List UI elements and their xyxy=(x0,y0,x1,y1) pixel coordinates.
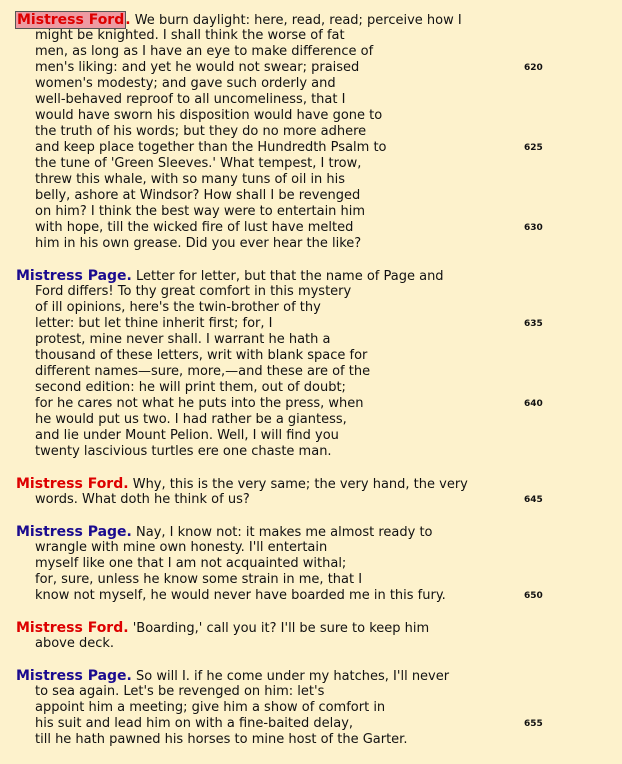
line-number: 640 xyxy=(524,399,543,409)
line-text: and keep place together than the Hundredth Psalm to xyxy=(35,140,387,155)
verse-line xyxy=(0,140,622,156)
speaker-period: . xyxy=(123,476,129,492)
speaker-name[interactable]: Mistress Page xyxy=(16,524,127,540)
line-text: 'Boarding,' call you it? I'll be sure to keep him xyxy=(132,621,430,636)
speaker-period: . xyxy=(126,268,132,284)
line-text: men, as long as I have an eye to make difference of xyxy=(35,44,374,59)
verse-line xyxy=(0,556,622,572)
line-text: Why, this is the very same; the very hand, the very xyxy=(132,477,468,492)
verse-line xyxy=(0,172,622,188)
line-number: 625 xyxy=(524,143,543,153)
verse-line xyxy=(0,668,622,684)
verse-line xyxy=(0,700,622,716)
line-text: protest, mine never shall. I warrant he hath a xyxy=(35,332,331,347)
line-number: 655 xyxy=(524,719,543,729)
line-text: would have sworn his disposition would have gone to xyxy=(35,108,383,123)
speech xyxy=(0,524,622,604)
line-text: till he hath pawned his horses to mine host of the Garter. xyxy=(35,732,408,747)
line-text: So will I. if he come under my hatches, I'll never xyxy=(136,669,450,684)
speaker-name[interactable]: Mistress Page xyxy=(16,268,127,284)
line-text: letter: but let thine inherit first; for, I xyxy=(35,316,273,331)
speech xyxy=(0,12,622,252)
line-text: men's liking: and yet he would not swear; praised xyxy=(35,60,360,75)
line-text: Letter for letter, but that the name of Page and xyxy=(136,269,444,284)
verse-line xyxy=(0,108,622,124)
line-text: second edition: he will print them, out of doubt; xyxy=(35,380,346,395)
line-text: him in his own grease. Did you ever hear the like? xyxy=(35,236,362,251)
verse-line xyxy=(0,540,622,556)
verse-line xyxy=(0,12,622,28)
line-number: 635 xyxy=(524,319,543,329)
verse-line xyxy=(0,236,622,252)
speaker-period: . xyxy=(126,524,132,540)
line-number: 650 xyxy=(524,591,543,601)
verse-line xyxy=(0,60,622,76)
verse-line xyxy=(0,220,622,236)
line-number: 645 xyxy=(524,495,543,505)
verse-line xyxy=(0,524,622,540)
line-text: Nay, I know not: it makes me almost ready to xyxy=(136,525,433,540)
verse-line xyxy=(0,620,622,636)
verse-line xyxy=(0,636,622,652)
verse-line xyxy=(0,492,622,508)
line-text: he would put us two. I had rather be a giantess, xyxy=(35,412,347,427)
verse-line xyxy=(0,476,622,492)
speaker-name[interactable]: Mistress Page xyxy=(16,668,127,684)
line-text: might be knighted. I shall think the worse of fat xyxy=(35,28,345,43)
line-text: the tune of 'Green Sleeves.' What tempest, I trow, xyxy=(35,156,362,171)
verse-line xyxy=(0,572,622,588)
verse-line xyxy=(0,284,622,300)
verse-line xyxy=(0,396,622,412)
line-text: on him? I think the best way were to entertain him xyxy=(35,204,366,219)
verse-line xyxy=(0,156,622,172)
speaker-period: . xyxy=(126,668,132,684)
verse-line xyxy=(0,76,622,92)
line-text: twenty lascivious turtles ere one chaste man. xyxy=(35,444,332,459)
line-text: with hope, till the wicked fire of lust have melted xyxy=(35,220,354,235)
verse-line xyxy=(0,588,622,604)
line-text: We burn daylight: here, read, read; perceive how I xyxy=(134,13,462,28)
line-text: for, sure, unless he know some strain in me, that I xyxy=(35,572,363,587)
verse-line xyxy=(0,204,622,220)
line-text: to sea again. Let's be revenged on him: let's xyxy=(35,684,325,699)
verse-line xyxy=(0,28,622,44)
line-text: of ill opinions, here's the twin-brother of thy xyxy=(35,300,321,315)
line-text: for he cares not what he puts into the press, when xyxy=(35,396,364,411)
speaker-period: . xyxy=(123,620,129,636)
verse-line xyxy=(0,684,622,700)
line-text: appoint him a meeting; give him a show of comfort in xyxy=(35,700,386,715)
line-text: Ford differs! To thy great comfort in this mystery xyxy=(35,284,352,299)
line-text: threw this whale, with so many tuns of oil in his xyxy=(35,172,346,187)
line-text: above deck. xyxy=(35,636,115,651)
verse-line xyxy=(0,332,622,348)
line-number: 630 xyxy=(524,223,543,233)
verse-line xyxy=(0,428,622,444)
verse-line xyxy=(0,188,622,204)
verse-line xyxy=(0,348,622,364)
verse-line xyxy=(0,412,622,428)
line-number: 620 xyxy=(524,63,543,73)
speaker-name[interactable]: Mistress Ford xyxy=(16,620,124,636)
speaker-period: . xyxy=(125,12,131,28)
speaker-name[interactable]: Mistress Ford xyxy=(16,476,124,492)
verse-line xyxy=(0,364,622,380)
line-text: thousand of these letters, writ with blank space for xyxy=(35,348,368,363)
verse-line xyxy=(0,44,622,60)
line-text: words. What doth he think of us? xyxy=(35,492,250,507)
verse-line xyxy=(0,732,622,748)
verse-line xyxy=(0,380,622,396)
speech xyxy=(0,668,622,748)
speech xyxy=(0,476,622,508)
speaker-name[interactable]: Mistress Ford xyxy=(17,12,125,28)
line-text: well-behaved reproof to all uncomeliness, that I xyxy=(35,92,346,107)
verse-line xyxy=(0,716,622,732)
line-text: women's modesty; and gave such orderly and xyxy=(35,76,336,91)
line-text: know not myself, he would never have boarded me in this fury. xyxy=(35,588,446,603)
verse-line xyxy=(0,300,622,316)
verse-line xyxy=(0,268,622,284)
line-text: belly, ashore at Windsor? How shall I be revenged xyxy=(35,188,361,203)
verse-line xyxy=(0,92,622,108)
line-text: the truth of his words; but they do no more adhere xyxy=(35,124,367,139)
line-text: wrangle with mine own honesty. I'll entertain xyxy=(35,540,328,555)
line-text: his suit and lead him on with a fine-baited delay, xyxy=(35,716,354,731)
verse-line xyxy=(0,124,622,140)
line-text: and lie under Mount Pelion. Well, I will find you xyxy=(35,428,339,443)
line-text: different names—sure, more,—and these are of the xyxy=(35,364,371,379)
verse-line xyxy=(0,316,622,332)
speech xyxy=(0,620,622,652)
verse-line xyxy=(0,444,622,460)
speech xyxy=(0,268,622,460)
line-text: myself like one that I am not acquainted withal; xyxy=(35,556,347,571)
